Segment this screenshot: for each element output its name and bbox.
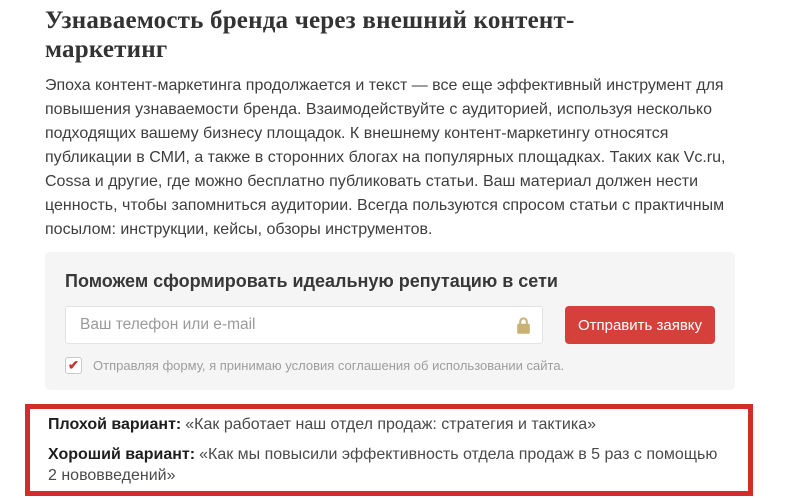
lead-form-row: [65, 306, 715, 344]
lead-form-title: Поможем сформировать идеальную репутацию в сети: [65, 271, 558, 291]
bad-example-label: Плохой вариант:: [48, 416, 182, 433]
contact-input[interactable]: [65, 306, 543, 344]
bad-example-text: «Как работает наш отдел продаж: стратегия и тактика»: [185, 416, 597, 433]
intro-paragraph: Эпоха контент-маркетинга продолжается и текст — все еще эффективный инструмент для повышения узнаваемости бренда. Взаимодействуйте с аудиторией, используя несколько подходящих вашему бизнесу площадок. К внешнему контент-маркетингу относятся публикации в СМИ, а также в сторонних блогах на популярных площадках. Таких как Vc.ru, Cossa и другие, где можно бесплатно публиковать статьи. Ваш материал должен нести ценность, чтобы запомниться аудитории. Всегда пользуются спросом статьи с практичным посылом: инструкции, кейсы, обзоры инструментов.: [45, 77, 726, 238]
lead-form-card: [45, 252, 735, 390]
good-example-row: [48, 444, 730, 486]
contact-input-wrap: [65, 306, 543, 344]
consent-checkbox[interactable]: [65, 357, 82, 374]
consent-row: [65, 357, 715, 374]
lock-icon: [516, 316, 531, 335]
submit-button[interactable]: Отправить заявку: [565, 306, 715, 344]
good-example-text: «Как мы повысили эффективность отдела продаж в 5 раз с помощью 2 нововведений»: [48, 446, 718, 484]
examples-box: [25, 404, 753, 496]
check-icon: ✔: [68, 357, 79, 373]
page-title: Узнаваемость бренда через внешний контент-маркетинг: [45, 7, 575, 63]
good-example-label: Хороший вариант:: [48, 446, 196, 463]
consent-label: Отправляя форму, я принимаю условия соглашения об использовании сайта.: [93, 358, 565, 373]
bad-example-row: [48, 414, 730, 435]
